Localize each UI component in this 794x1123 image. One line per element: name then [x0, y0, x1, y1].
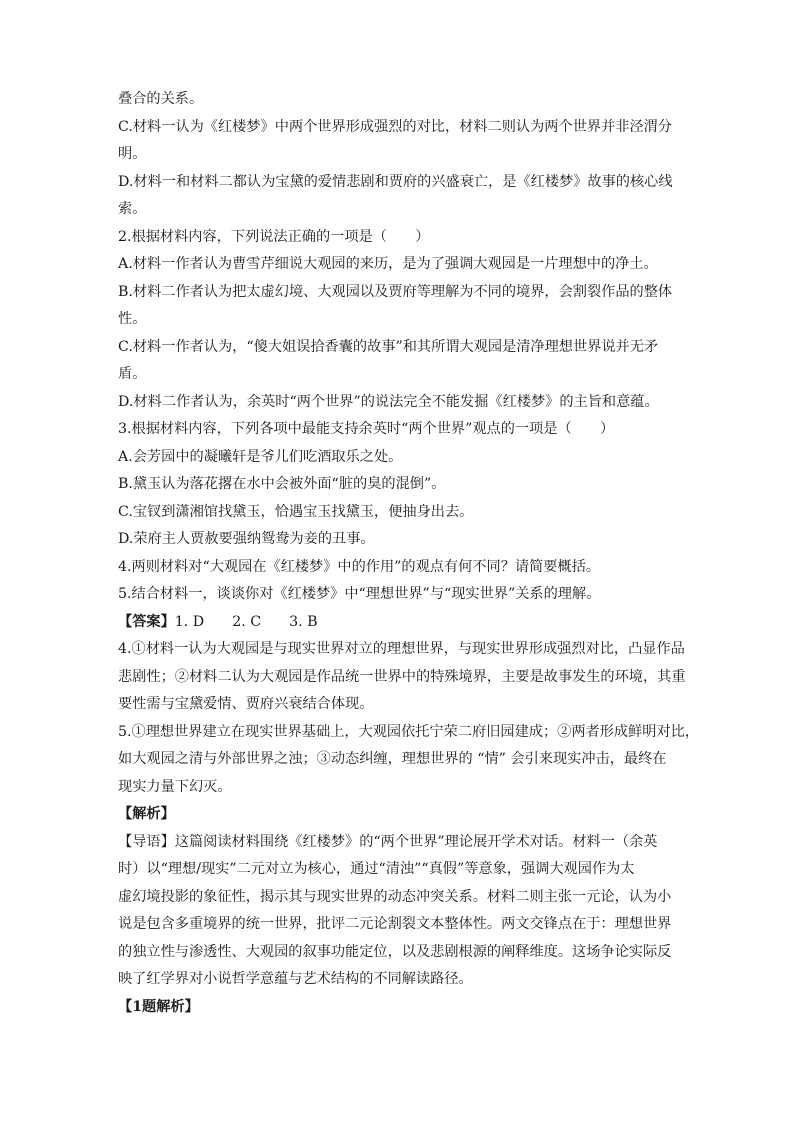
question-2: 2.根据材料内容，下列说法正确的一项是（ ）	[118, 228, 430, 245]
answer-5-line: 5.①理想世界建立在现实世界基础上，大观园依托宁荣二府旧园建成；②两者形成鲜明对比，	[118, 723, 700, 740]
answer-4-line: 悲剧性；②材料二认为大观园是作品统一世界中的特殊境界，主要是故事发生的环境，其重	[118, 668, 686, 685]
answer-4-line: 4.①材料一认为大观园是与现实世界对立的理想世界，与现实世界形成强烈对比，凸显作品	[118, 641, 685, 657]
q2-option-c: C.材料一作者认为，“傻大姐误拾香囊的故事”和其所谓大观园是清净理想世界说并无矛	[118, 338, 659, 355]
text-line: 叠合的关系。	[118, 91, 204, 107]
analysis-heading: 【解析】	[118, 806, 175, 822]
q3-option-a: A.会芳园中的凝曦轩是爷儿们吃酒取乐之处。	[118, 448, 403, 465]
text-line: 性。	[118, 311, 147, 327]
q2-option-b: B.材料二作者认为把太虚幻境、大观园以及贾府等理解为不同的境界，会割裂作品的整体	[118, 283, 673, 300]
answer-4-line: 要性需与宝黛爱情、贾府兴衰结合体现。	[118, 696, 374, 712]
guide-line: 时）以“理想/现实”二元对立为核心，通过“清浊”“真假”等意象，强调大观园作为太	[118, 861, 635, 877]
guide-line: 映了红学界对小说哲学意蕴与艺术结构的不同解读路径。	[118, 971, 473, 987]
guide-line: 虚幻境投影的象征性，揭示其与现实世界的动态冲突关系。材料二则主张一元论，认为小	[118, 888, 672, 905]
q2-option-a: A.材料一作者认为曹雪芹细说大观园的来历，是为了强调大观园是一片理想中的净土。	[118, 256, 658, 272]
q3-option-c: C.宝钗到潇湘馆找黛玉，恰遇宝玉找黛玉，便抽身出去。	[118, 503, 474, 520]
q3-option-d: D.荣府主人贾赦要强纳鸳鸯为妾的丑事。	[118, 531, 375, 547]
q1-analysis-heading: 【1题解析】	[118, 998, 199, 1015]
answer-5-line: 如大观园之清与外部世界之浊；③动态纠缠，理想世界的 “情” 会引来现实冲击，最终在	[118, 751, 667, 767]
text-line: 盾。	[118, 366, 147, 382]
page-content	[118, 86, 700, 1021]
option-d-line: D.材料一和材料二都认为宝黛的爱情悲剧和贾府的兴盛衰亡，是《红楼梦》故事的核心线	[118, 173, 673, 190]
question-4: 4.两则材料对“大观园在《红楼梦》中的作用”的观点有何不同？请简要概括。	[118, 558, 601, 575]
guide-line: 说是包含多重境界的统一世界，批评二元论割裂文本整体性。两文交锋点在于：理想世界	[118, 916, 672, 932]
answer-item: 3. B	[289, 613, 318, 630]
guide-line: 的独立性与渗透性、大观园的叙事功能定位，以及悲剧根源的阐释维度。这场争论实际反	[118, 943, 672, 960]
text-line: 索。	[118, 201, 147, 217]
q3-option-b: B.黛玉认为落花撂在水中会被外面“脏的臭的混倒”。	[118, 476, 446, 492]
answer-5-line: 现实力量下幻灭。	[118, 778, 232, 795]
guide-line: 【导语】这篇阅读材料围绕《红楼梦》的“两个世界”理论展开学术对话。材料一（余英	[118, 833, 658, 850]
question-5: 5.结合材料一，谈谈你对《红楼梦》中“理想世界”与“现实世界”关系的理解。	[118, 586, 601, 602]
question-3: 3.根据材料内容，下列各项中最能支持余英时“两个世界”观点的一项是（ ）	[118, 421, 615, 437]
answer-line	[118, 609, 678, 637]
answer-label: 【答案】	[118, 613, 175, 630]
text-line: 明。	[118, 146, 147, 162]
answer-item: 2. C	[232, 613, 262, 630]
q2-option-d: D.材料二作者认为，余英时“两个世界”的说法完全不能发掘《红楼梦》的主旨和意蕴。	[118, 393, 659, 410]
option-c-line: C.材料一认为《红楼梦》中两个世界形成强烈的对比，材料二则认为两个世界并非泾渭分	[118, 118, 672, 135]
answer-item: 1. D	[174, 613, 205, 630]
